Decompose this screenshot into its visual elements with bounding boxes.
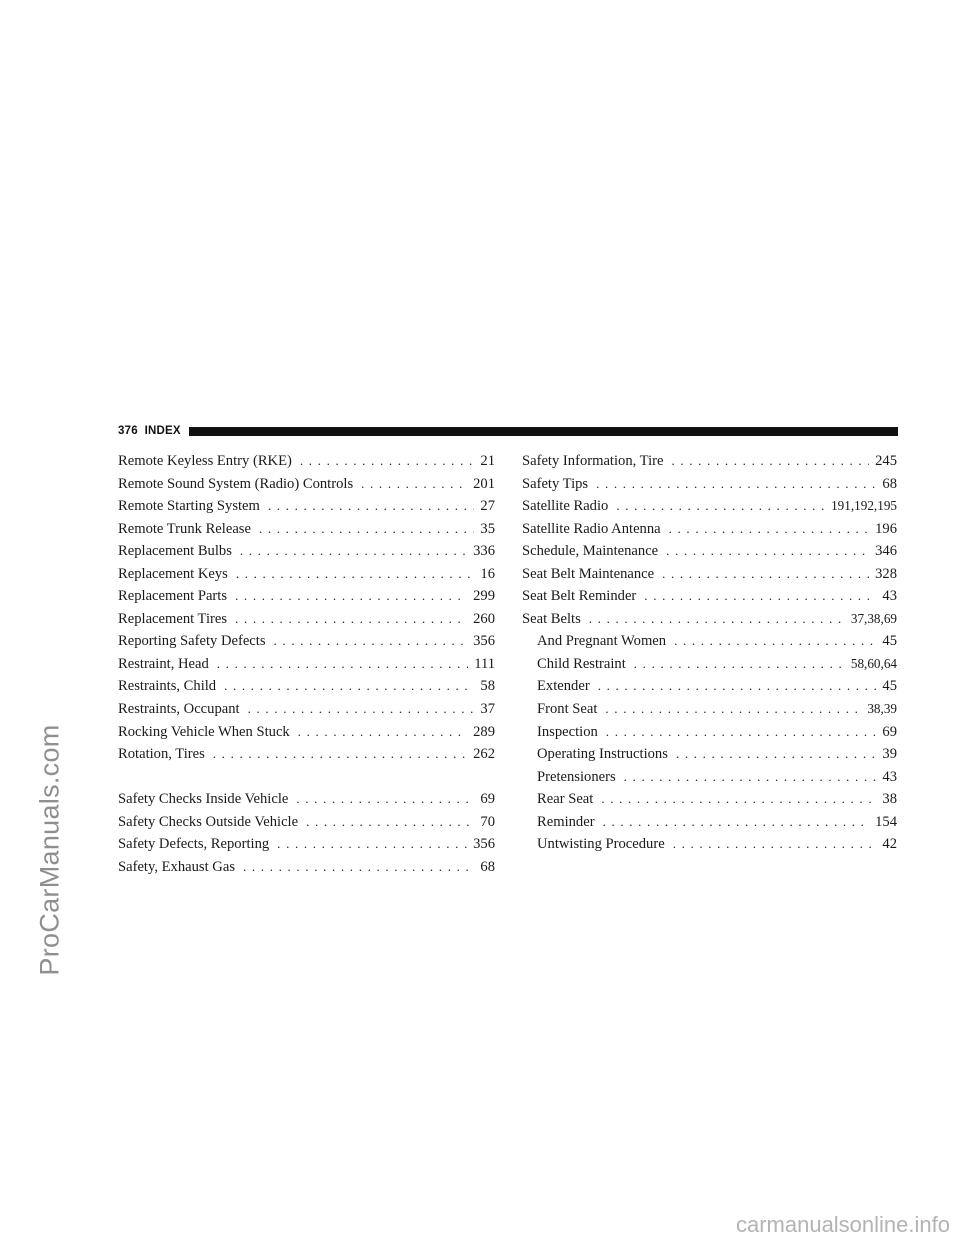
entry-label: Safety Checks Inside Vehicle	[118, 791, 289, 808]
entry-label: And Pregnant Women	[537, 633, 667, 650]
entry-label: Remote Trunk Release	[118, 520, 251, 537]
leader-dots	[616, 495, 825, 518]
entry-page: 69	[882, 723, 897, 740]
index-subentry	[522, 653, 897, 676]
index-entry	[118, 585, 495, 608]
leader-dots	[259, 518, 474, 541]
entry-label: Restraint, Head	[118, 655, 209, 672]
index-entry	[118, 540, 495, 563]
leader-dots	[671, 450, 869, 473]
index-entry	[522, 585, 897, 608]
entry-page: 196	[875, 520, 897, 537]
entry-label: Rear Seat	[537, 791, 594, 808]
index-entry	[522, 495, 897, 518]
leader-dots	[673, 833, 877, 856]
index-entry	[118, 675, 495, 698]
entry-page: 39	[882, 746, 897, 763]
index-entry	[522, 608, 897, 631]
header-rule	[189, 427, 898, 436]
index-subentry	[522, 788, 897, 811]
entry-label: Remote Keyless Entry (RKE)	[118, 453, 292, 469]
entry-label: Operating Instructions	[537, 746, 668, 763]
entry-page: 69	[480, 791, 495, 808]
entry-page: 38	[882, 791, 897, 808]
entry-label: Rotation, Tires	[118, 746, 205, 763]
entry-label: Extender	[537, 678, 590, 695]
entry-label: Replacement Keys	[118, 565, 228, 582]
index-subentry	[522, 743, 897, 766]
index-subentry	[522, 766, 897, 789]
watermark-bottom[interactable]: carmanualsonline.info	[735, 1212, 950, 1237]
leader-dots	[666, 540, 869, 563]
entry-label: Safety Checks Outside Vehicle	[118, 813, 299, 830]
leader-dots	[644, 585, 876, 608]
entry-label: Remote Starting System	[118, 498, 260, 515]
entry-label: Seat Belts	[522, 610, 581, 627]
entry-page: 154	[875, 813, 897, 830]
entry-label: Safety Tips	[522, 475, 589, 492]
entry-label: Restraints, Child	[118, 678, 217, 695]
entry-page: 356	[473, 633, 495, 650]
leader-dots	[235, 585, 467, 608]
leader-dots	[662, 563, 869, 586]
leader-dots	[603, 811, 870, 834]
leader-dots	[235, 608, 467, 631]
entry-label: Remote Sound System (Radio) Controls	[118, 475, 354, 492]
leader-dots	[606, 721, 877, 744]
index-column-left	[118, 450, 495, 878]
index-entry	[118, 788, 495, 811]
entry-page: 42	[882, 836, 897, 853]
leader-dots	[224, 675, 474, 698]
leader-dots	[240, 540, 467, 563]
leader-dots	[598, 675, 877, 698]
entry-page: 289	[473, 723, 495, 740]
page-number: 376	[118, 425, 138, 437]
index-subentry	[522, 698, 897, 721]
leader-dots	[605, 698, 861, 721]
leader-dots	[298, 721, 467, 744]
entry-label: Replacement Parts	[118, 588, 228, 605]
entry-page: 37,38,69	[850, 610, 897, 626]
entry-page: 45	[882, 678, 897, 695]
page-header-text	[118, 425, 181, 437]
entry-label: Safety, Exhaust Gas	[118, 858, 235, 875]
entry-page: 245	[875, 453, 897, 469]
entry-page: 111	[474, 655, 495, 672]
leader-dots	[236, 563, 475, 586]
entry-label: Restraints, Occupant	[118, 701, 240, 718]
entry-page: 38,39	[867, 701, 897, 717]
entry-page: 43	[882, 768, 897, 785]
entry-page: 43	[882, 588, 897, 605]
index-entry	[118, 698, 495, 721]
entry-label: Satellite Radio	[522, 498, 609, 515]
entry-label: Replacement Bulbs	[118, 543, 232, 560]
index-subentry	[522, 630, 897, 653]
entry-label: Safety Information, Tire	[522, 453, 664, 469]
entry-page: 58	[480, 678, 495, 695]
entry-page: 16	[480, 565, 495, 582]
leader-dots	[274, 630, 468, 653]
leader-dots	[669, 518, 869, 541]
index-entry	[118, 743, 495, 766]
entry-label: Untwisting Procedure	[537, 836, 665, 853]
entry-label: Safety Defects, Reporting	[118, 836, 270, 853]
index-entry	[118, 811, 495, 834]
entry-page: 346	[875, 543, 897, 560]
leader-dots	[589, 608, 845, 631]
leader-dots	[296, 788, 474, 811]
leader-dots	[596, 473, 876, 496]
index-entry	[118, 495, 495, 518]
index-entry	[522, 540, 897, 563]
entry-label: Reporting Safety Defects	[118, 633, 266, 650]
entry-page: 70	[480, 813, 495, 830]
leader-dots	[213, 743, 467, 766]
index-entry	[118, 630, 495, 653]
leader-dots	[268, 495, 475, 518]
index-entry	[522, 450, 897, 473]
index-entry	[118, 833, 495, 856]
index-entry	[118, 721, 495, 744]
index-entry	[522, 518, 897, 541]
index-subentry	[522, 721, 897, 744]
leader-dots	[634, 653, 845, 676]
leader-dots	[306, 811, 474, 834]
entry-page: 37	[480, 701, 495, 718]
entry-page: 45	[882, 633, 897, 650]
leader-dots	[674, 630, 876, 653]
entry-label: Front Seat	[537, 701, 598, 718]
index-subentry	[522, 675, 897, 698]
leader-dots	[243, 856, 474, 879]
entry-label: Seat Belt Maintenance	[522, 565, 655, 582]
index-entry	[118, 608, 495, 631]
entry-page: 262	[473, 746, 495, 763]
entry-page: 328	[875, 565, 897, 582]
section-title: INDEX	[144, 425, 181, 437]
entry-label: Inspection	[537, 723, 598, 740]
leader-dots	[248, 698, 475, 721]
entry-page: 336	[473, 543, 495, 560]
entry-label: Seat Belt Reminder	[522, 588, 637, 605]
entry-page: 68	[480, 858, 495, 875]
entry-page: 356	[473, 836, 495, 853]
entry-page: 35	[480, 520, 495, 537]
entry-label: Satellite Radio Antenna	[522, 520, 661, 537]
index-entry	[118, 653, 495, 676]
index-subentry	[522, 833, 897, 856]
index-subentry	[522, 811, 897, 834]
entry-page: 260	[473, 610, 495, 627]
index-entry	[118, 450, 495, 473]
entry-page: 68	[882, 475, 897, 492]
leader-dots	[676, 743, 876, 766]
entry-label: Replacement Tires	[118, 610, 228, 627]
index-entry	[118, 856, 495, 879]
index-column-right	[522, 450, 897, 856]
entry-label: Schedule, Maintenance	[522, 543, 659, 560]
entry-label: Pretensioners	[537, 768, 616, 785]
entry-label: Reminder	[537, 813, 595, 830]
index-entry	[118, 473, 495, 496]
index-entry	[118, 563, 495, 586]
entry-label: Rocking Vehicle When Stuck	[118, 723, 290, 740]
entry-label: Child Restraint	[537, 655, 626, 672]
entry-page: 27	[480, 498, 495, 515]
leader-dots	[300, 450, 475, 473]
entry-page: 191,192,195	[831, 498, 897, 514]
leader-dots	[624, 766, 877, 789]
entry-page: 58,60,64	[850, 655, 897, 671]
entry-page: 21	[480, 453, 495, 469]
index-entry	[522, 563, 897, 586]
page-header	[118, 423, 898, 439]
leader-dots	[277, 833, 467, 856]
leader-dots	[361, 473, 467, 496]
watermark-side[interactable]: ProCarManuals.com	[34, 724, 65, 976]
leader-dots	[601, 788, 876, 811]
index-entry	[118, 518, 495, 541]
entry-page: 201	[473, 475, 495, 492]
entry-page: 299	[473, 588, 495, 605]
index-entry	[522, 473, 897, 496]
leader-dots	[217, 653, 468, 676]
